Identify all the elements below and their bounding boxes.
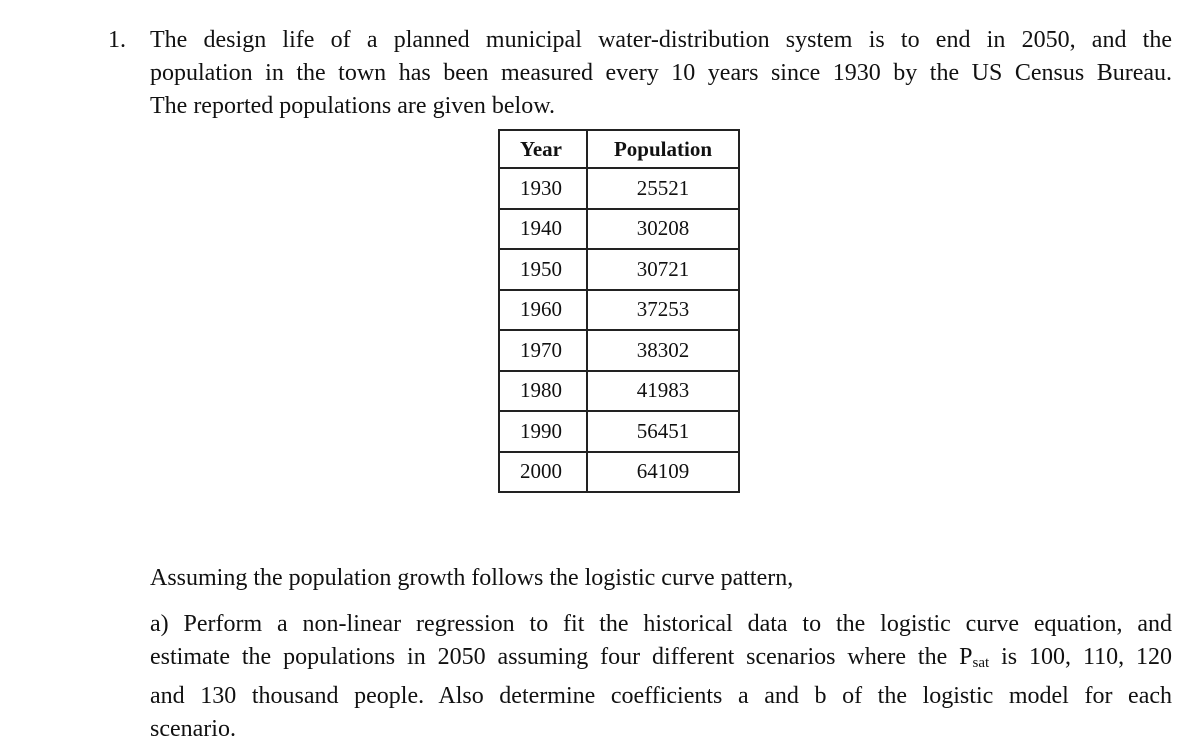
part-a-line-3: and 130 thousand people. Also determine coefficients a and b of the logistic model for each [150,683,1172,709]
population-cell: 38302 [587,330,739,371]
year-cell: 1990 [499,411,587,452]
part-a-line-2 [150,641,1172,680]
year-cell: 1940 [499,209,587,250]
population-cell: 56451 [587,411,739,452]
population-cell: 30721 [587,249,739,290]
question-intro [150,24,1172,123]
year-cell: 1950 [499,249,587,290]
part-a-text [150,608,1172,746]
part-a-line-1: a) Perform a non-linear regression to fit the historical data to the logistic curve equation, and [150,611,1172,637]
assumption-text: Assuming the population growth follows the logistic curve pattern, [150,565,794,591]
part-a-line-4: scenario. [150,716,236,742]
table-row [499,371,739,412]
header-year: Year [499,130,587,168]
population-cell: 64109 [587,452,739,493]
table-row [499,452,739,493]
population-table [498,129,740,493]
intro-line-1: The design life of a planned municipal water-distribution system is to end in 2050, and the [150,27,1172,53]
part-a-line-2-end: is 100, 110, 120 [989,644,1172,670]
intro-line-3: The reported populations are given below. [150,93,555,119]
population-cell: 41983 [587,371,739,412]
intro-line-2: population in the town has been measured every 10 years since 1930 by the US Census Bureau. [150,60,1172,86]
year-cell: 1960 [499,290,587,331]
year-cell: 1930 [499,168,587,209]
year-cell: 1980 [499,371,587,412]
question-number: 1. [108,27,126,53]
table-row [499,168,739,209]
table-row [499,290,739,331]
population-cell: 25521 [587,168,739,209]
table-row [499,330,739,371]
part-a-line-2-start: estimate the populations in 2050 assuming four different scenarios where the P [150,644,973,670]
population-cell: 30208 [587,209,739,250]
table-row [499,411,739,452]
table-header-row [499,130,739,168]
table-row [499,249,739,290]
year-cell: 1970 [499,330,587,371]
header-population: Population [587,130,739,168]
year-cell: 2000 [499,452,587,493]
table-row [499,209,739,250]
population-cell: 37253 [587,290,739,331]
p-sat-subscript: sat [972,655,990,671]
